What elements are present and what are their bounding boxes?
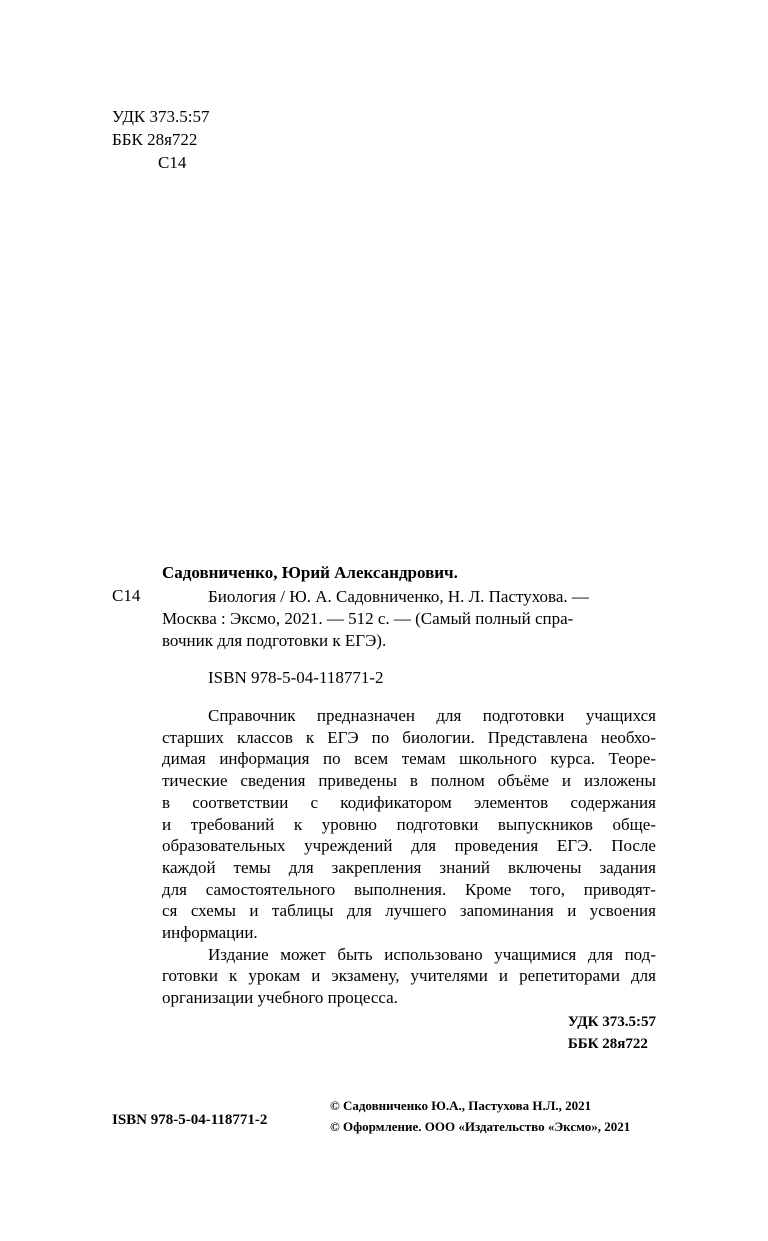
biblio-line: Москва : Эксмо, 2021. — 512 с. — (Самый полный спра- — [162, 609, 574, 628]
annotation-line: старших классов к ЕГЭ по биологии. Представлена необхо- — [162, 727, 656, 747]
isbn-footer: ISBN 978-5-04-118771-2 — [112, 1112, 268, 1128]
copyright-block — [330, 1095, 630, 1137]
copyright-design: © Оформление. ООО «Издательство «Эксмо», 2021 — [330, 1119, 631, 1134]
annotation-line: Издание может быть использовано учащимися для под- — [208, 944, 656, 964]
isbn-line: ISBN 978-5-04-118771-2 — [208, 668, 384, 687]
annotation-line: готовки к урокам и экзамену, учителями и репетиторами для — [162, 966, 656, 986]
author-heading: Садовниченко, Юрий Александрович. — [162, 563, 458, 582]
biblio-line: вочник для подготовки к ЕГЭ). — [162, 631, 387, 650]
top-classification — [112, 105, 209, 174]
bbk-code-bottom: ББК 28я722 — [567, 1036, 648, 1052]
author-code: С14 — [158, 153, 187, 172]
annotation-line: и требований к уровню подготовки выпускников обще- — [162, 814, 656, 834]
bottom-classification — [568, 1011, 656, 1055]
annotation-line: димая информация по всем темам школьного курса. Теоре- — [162, 749, 656, 769]
udk-code: УДК 373.5:57 — [112, 107, 210, 126]
annotation-line: ся схемы и таблицы для лучшего запоминания и усвоения — [162, 901, 656, 921]
annotation-line: тические сведения приведены в полном объёме и изложены — [162, 771, 656, 791]
annotation-line: образовательных учреждений для проведения ЕГЭ. После — [162, 836, 656, 856]
annotation-line: информации. — [162, 923, 258, 943]
annotation-line: Справочник предназначен для подготовки учащихся — [208, 706, 656, 725]
annotation-line: для самостоятельного выполнения. Кроме того, приводят- — [162, 879, 656, 899]
annotation-line: каждой темы для закрепления знаний включены задания — [162, 857, 656, 877]
copyright-authors: © Садовниченко Ю.А., Пастухова Н.Л., 2021 — [330, 1098, 592, 1113]
bbk-code: ББК 28я722 — [112, 130, 198, 149]
author-code-left: С14 — [112, 586, 141, 605]
udk-code-bottom: УДК 373.5:57 — [567, 1014, 656, 1030]
bibliographic-description — [162, 586, 656, 652]
annotation — [162, 705, 656, 1009]
annotation-line: организации учебного процесса. — [162, 988, 398, 1008]
biblio-line: Биология / Ю. А. Садовниченко, Н. Л. Пастухова. — — [208, 587, 589, 606]
annotation-line: в соответствии с кодификатором элементов содержания — [162, 792, 656, 812]
